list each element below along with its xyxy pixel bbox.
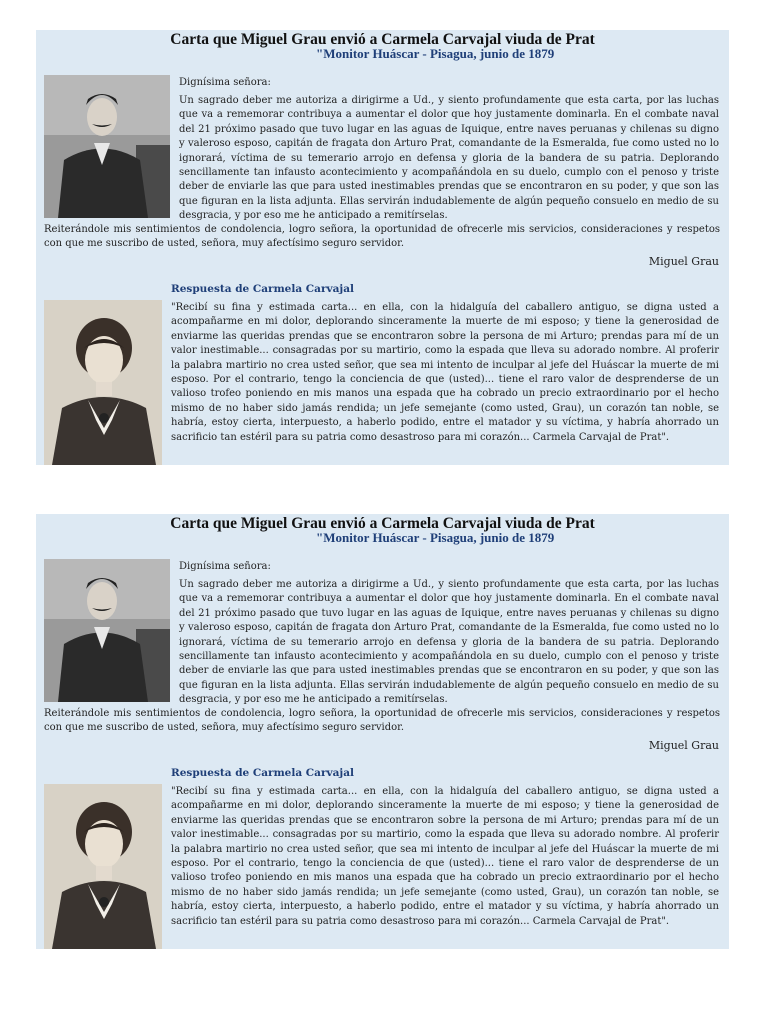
card-title: Carta que Miguel Grau envió a Carmela Carvajal viuda de Prat bbox=[170, 515, 595, 532]
response-heading: Respuesta de Carmela Carvajal bbox=[171, 767, 354, 779]
letter-closing: Reiterándole mis sentimientos de condolencia, logro señora, la oportunidad de ofrecerle mis servicios, consideraciones y respetos con que me suscribo de usted, señora, muy afectísimo seguro servidor. bbox=[44, 224, 720, 250]
card-subtitle: "Monitor Huáscar - Pisagua, junio de 1879 bbox=[316, 46, 555, 61]
letter-card bbox=[36, 514, 729, 949]
portrait-miguel-grau bbox=[44, 75, 170, 218]
card-title: Carta que Miguel Grau envió a Carmela Carvajal viuda de Prat bbox=[170, 31, 595, 48]
portrait-miguel-grau bbox=[44, 559, 170, 702]
letter-greeting: Dignísima señora: bbox=[179, 77, 271, 88]
letter-body: Un sagrado deber me autoriza a dirigirme a Ud., y siento profundamente que esta carta, por las luchas que va a rememorar contribuya a aumentar el dolor que hoy justamente dominarla. En el combate naval del 21 próximo pasado que tuvo lugar en las aguas de Iquique, entre naves peruanas y chilenas su digno y valeroso esposo, capitán de fragata don Arturo Prat, comandante de la Esmeralda, fue como usted no lo ignorará, víctima de su temerario arrojo en defensa y gloria de la bandera de su patria. Deplorando sencillamente tan infausto acontecimiento y acompañándola en su duelo, cumplo con el penoso y triste deber de enviarle las que para usted inestimables prendas que se encontraron en su poder, y que son las que figuran en la lista adjunta. Ellas servirán indudablemente de algún pequeño consuelo en medio de su desgracia, y por eso me he anticipado a remitírselas. bbox=[179, 95, 719, 222]
letter-card bbox=[36, 30, 729, 465]
card-subtitle: "Monitor Huáscar - Pisagua, junio de 1879 bbox=[316, 530, 555, 545]
portrait-carmela-carvajal bbox=[44, 784, 162, 949]
response-body: "Recibí su fina y estimada carta... en ella, con la hidalguía del caballero antiguo, se digna usted a acompañarme en mi dolor, deplorando sinceramente la muerte de mi esposo; y tiene la generosidad de enviarme las queridas prendas que se encontraron sobre la persona de mi Arturo; prendas para mí de un valor inestimable... consagradas por su martirio, como la espada que lleva su adorado nombre. Al proferir la palabra martirio no crea usted señor, que sea mi intento de inculpar al jefe del Huáscar la muerte de mi esposo. Por el contrario, tengo la conciencia de que (usted)... tiene el raro valor de desprenderse de un valioso trofeo poniendo en mis manos una espada que ha cobrado un precio extraordinario por el hecho mismo de no haber sido jamás rendida; un jefe semejante (como usted, Grau), un corazón tan noble, se habría, estoy cierta, interpuesto, a haberlo podido, entre el matador y su víctima, y habría ahorrado un sacrificio tan estéril para su patria como desastroso para mi corazón... Carmela Carvajal de Prat". bbox=[171, 302, 719, 443]
letter-body: Un sagrado deber me autoriza a dirigirme a Ud., y siento profundamente que esta carta, por las luchas que va a rememorar contribuya a aumentar el dolor que hoy justamente dominarla. En el combate naval del 21 próximo pasado que tuvo lugar en las aguas de Iquique, entre naves peruanas y chilenas su digno y valeroso esposo, capitán de fragata don Arturo Prat, comandante de la Esmeralda, fue como usted no lo ignorará, víctima de su temerario arrojo en defensa y gloria de la bandera de su patria. Deplorando sencillamente tan infausto acontecimiento y acompañándola en su duelo, cumplo con el penoso y triste deber de enviarle las que para usted inestimables prendas que se encontraron en su poder, y que son las que figuran en la lista adjunta. Ellas servirán indudablemente de algún pequeño consuelo en medio de su desgracia, y por eso me he anticipado a remitírselas. bbox=[179, 579, 719, 706]
letter-signature: Miguel Grau bbox=[648, 739, 719, 752]
letter-signature: Miguel Grau bbox=[648, 255, 719, 268]
response-heading: Respuesta de Carmela Carvajal bbox=[171, 283, 354, 295]
letter-greeting: Dignísima señora: bbox=[179, 561, 271, 572]
letter-closing: Reiterándole mis sentimientos de condolencia, logro señora, la oportunidad de ofrecerle mis servicios, consideraciones y respetos con que me suscribo de usted, señora, muy afectísimo seguro servidor. bbox=[44, 708, 720, 734]
portrait-carmela-carvajal bbox=[44, 300, 162, 465]
response-body: "Recibí su fina y estimada carta... en ella, con la hidalguía del caballero antiguo, se digna usted a acompañarme en mi dolor, deplorando sinceramente la muerte de mi esposo; y tiene la generosidad de enviarme las queridas prendas que se encontraron sobre la persona de mi Arturo; prendas para mí de un valor inestimable... consagradas por su martirio, como la espada que lleva su adorado nombre. Al proferir la palabra martirio no crea usted señor, que sea mi intento de inculpar al jefe del Huáscar la muerte de mi esposo. Por el contrario, tengo la conciencia de que (usted)... tiene el raro valor de desprenderse de un valioso trofeo poniendo en mis manos una espada que ha cobrado un precio extraordinario por el hecho mismo de no haber sido jamás rendida; un jefe semejante (como usted, Grau), un corazón tan noble, se habría, estoy cierta, interpuesto, a haberlo podido, entre el matador y su víctima, y habría ahorrado un sacrificio tan estéril para su patria como desastroso para mi corazón... Carmela Carvajal de Prat". bbox=[171, 786, 719, 927]
